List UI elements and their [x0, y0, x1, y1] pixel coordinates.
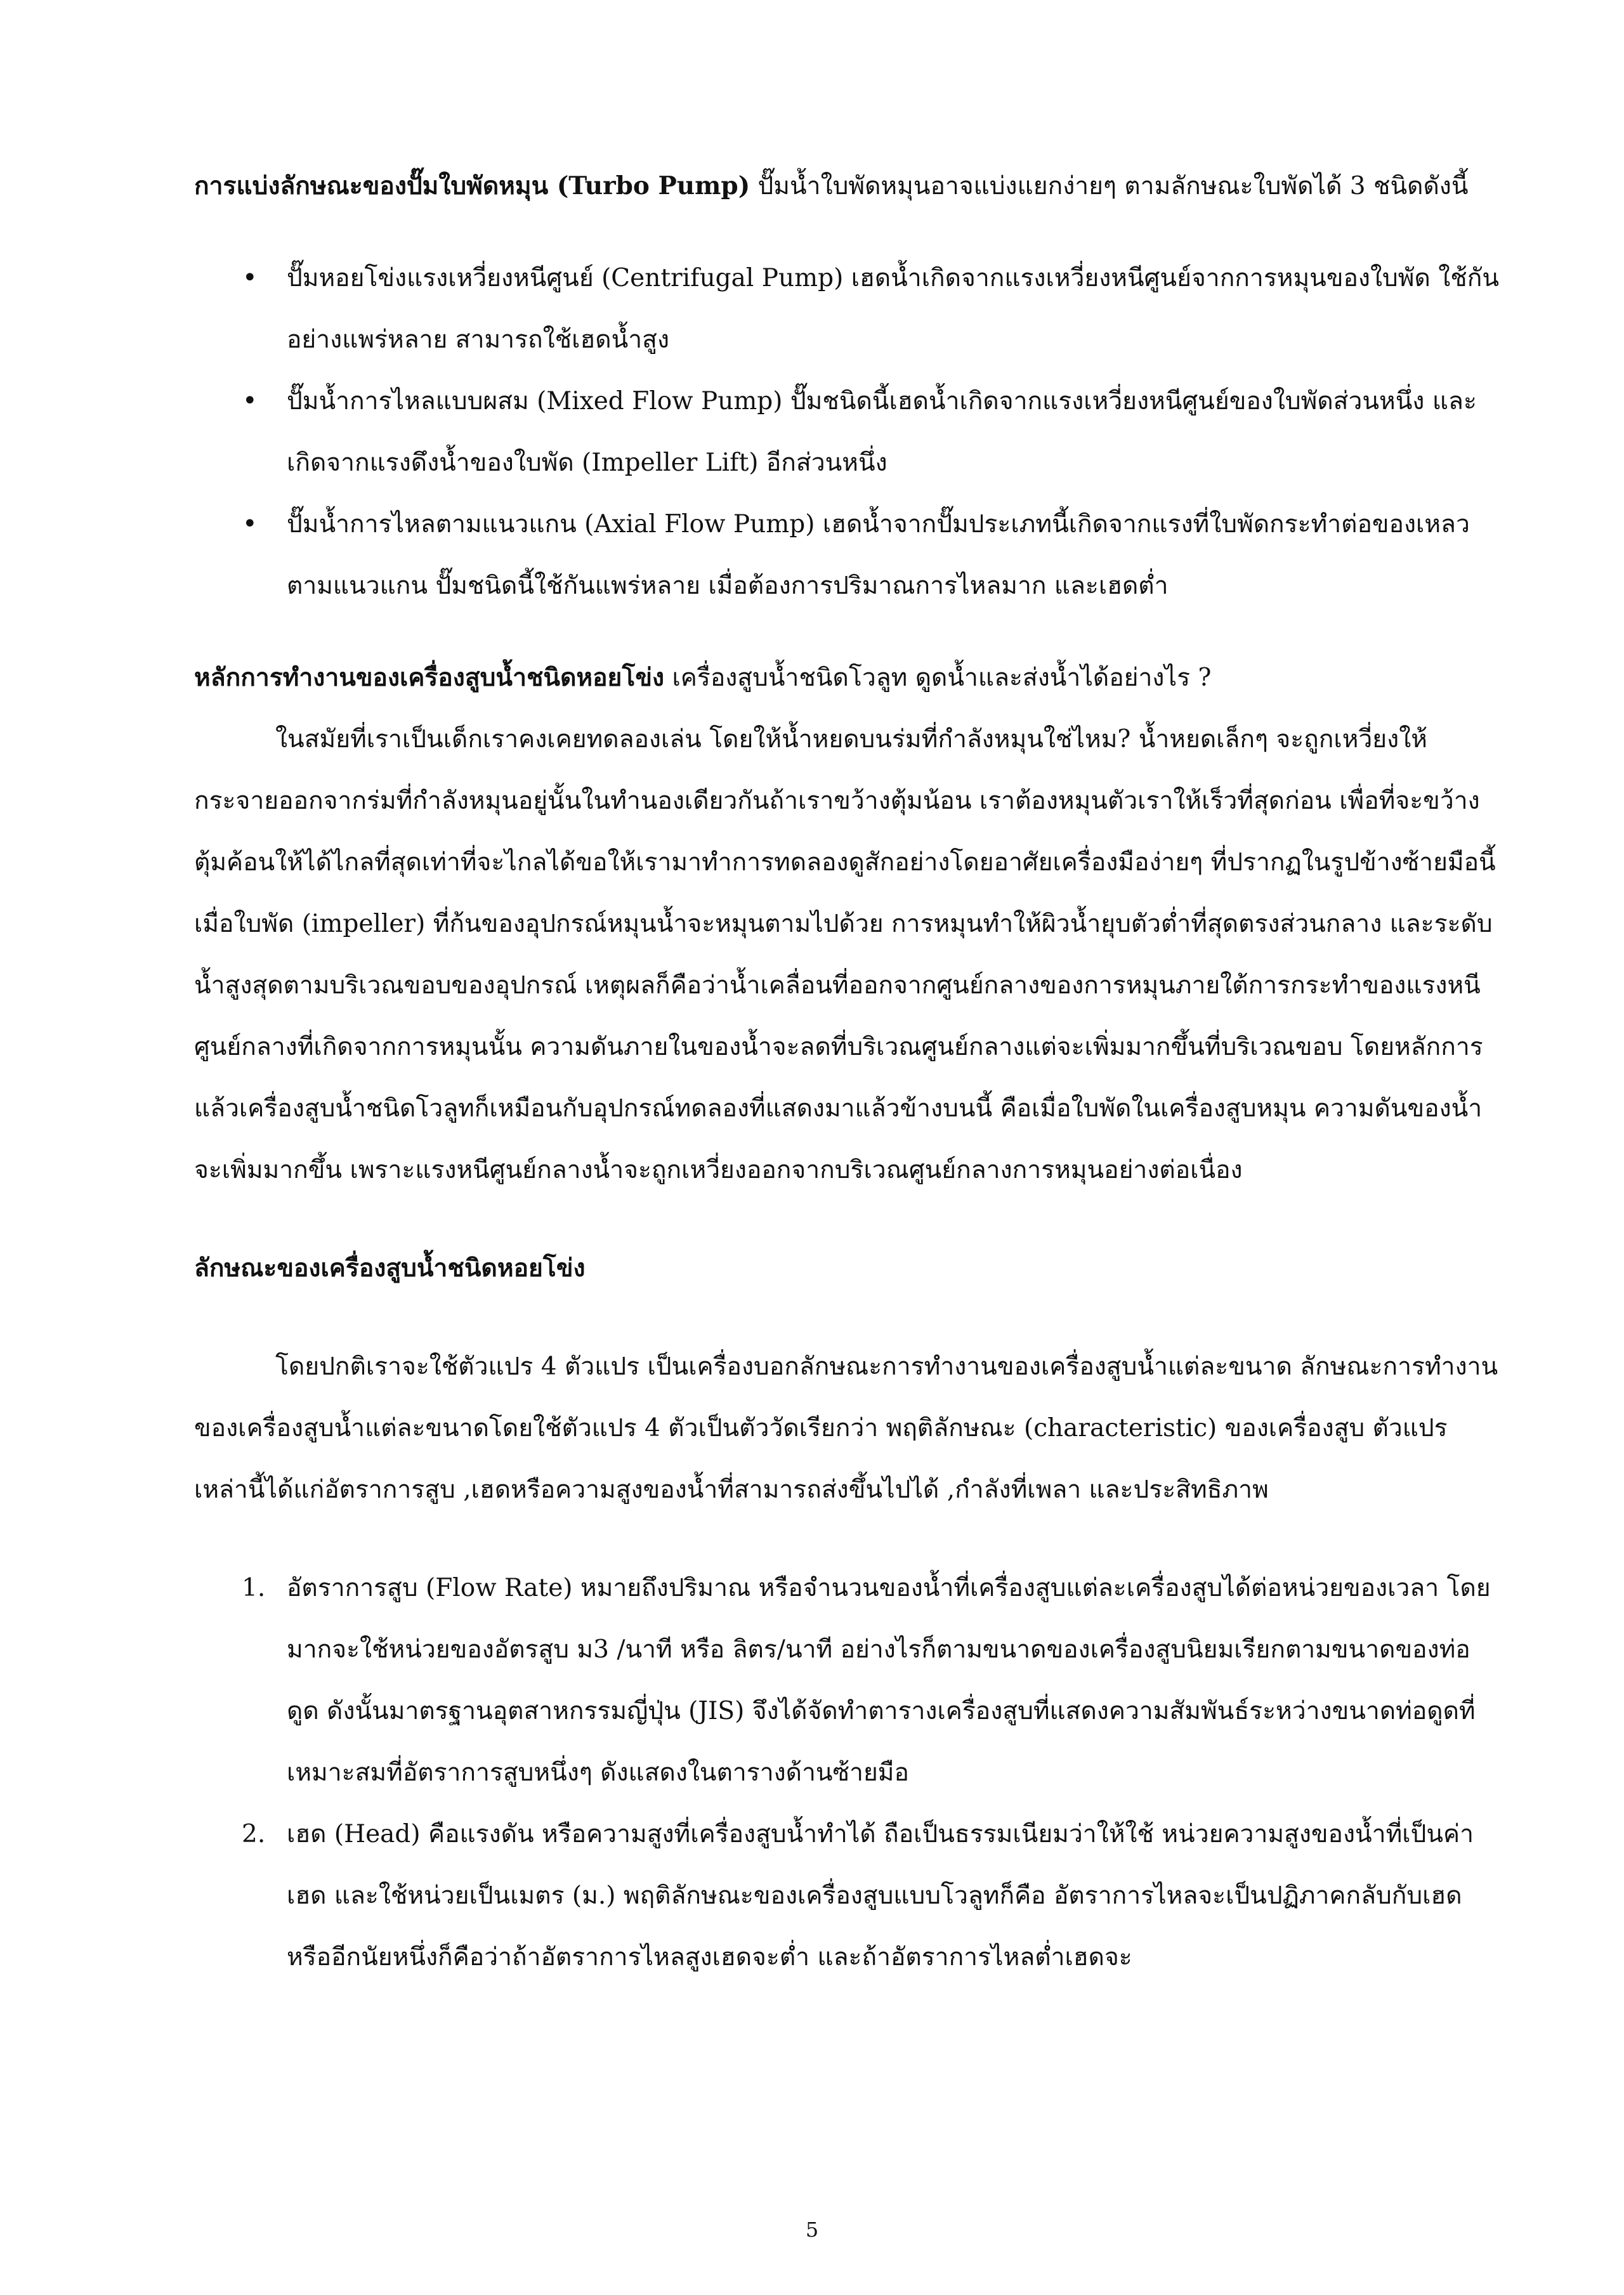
list-item	[194, 247, 1501, 370]
list-item	[194, 1803, 1501, 1988]
page-number: 5	[805, 2218, 819, 2242]
list-item-text: เฮด (Head) คือแรงดัน หรือความสูงที่เครื่องสูบน้ำทำได้ ถือเป็นธรรมเนียมว่าให้ใช้ หน่วยความสูงของน้ำที่เป็นค่าเฮด และใช้หน่วยเป็นเมตร (ม.) พฤติลักษณะของเครื่องสูบแบบโวลูทก็คือ อัตราการไหลจะเป็นปฏิภาคกลับกับเฮด หรืออีกนัยหนึ่งก็คือว่าถ้าอัตราการไหลสูงเฮดจะต่ำ และถ้าอัตราการไหลต่ำเฮดจะ	[287, 1820, 1474, 1971]
section3-paragraph: โดยปกติเราจะใช้ตัวแปร 4 ตัวแปร เป็นเครื่องบอกลักษณะการทำงานของเครื่องสูบน้ำแต่ละขนาด ลักษณะการทำงานของเครื่องสูบน้ำแต่ละขนาดโดยใช้ตัวแปร 4 ตัวเป็นตัววัดเรียกว่า พฤติลักษณะ (characteristic) ของเครื่องสูบ ตัวแปรเหล่านี้ได้แก่อัตราการสูบ ,เฮดหรือความสูงของน้ำที่สามารถส่งขึ้นไปได้ ,กำลังที่เพลา และประสิทธิภาพ	[194, 1352, 1498, 1504]
pump-types-list	[194, 247, 1501, 617]
section2-heading-line	[194, 647, 1501, 709]
section1-heading: การแบ่งลักษณะของปั๊มใบพัดหมุน (Turbo Pump)	[194, 171, 750, 200]
list-item	[194, 1557, 1501, 1803]
spacer	[194, 617, 1501, 647]
section2-paragraph: ในสมัยที่เราเป็นเด็กเราคงเคยทดลองเล่น โดยให้น้ำหยดบนร่มที่กำลังหมุนใช่ไหม? น้ำหยดเล็กๆ จะถูกเหวี่ยงให้กระจายออกจากร่มที่กำลังหมุนอยู่นั้นในทำนองเดียวกันถ้าเราขว้างตุ้มน้อน เราต้องหมุนตัวเราให้เร็วที่สุดก่อน เพื่อที่จะขว้างตุ้มค้อนให้ได้ไกลที่สุดเท่าที่จะไกลได้ขอให้เรามาทำการทดลองดูสักอย่างโดยอาศัยเครื่องมือง่ายๆ ที่ปรากฏในรูปข้างซ้ายมือนี้ เมื่อใบพัด (impeller) ที่ก้นของอุปกรณ์หมุนน้ำจะหมุนตามไปด้วย การหมุนทำให้ผิวน้ำยุบตัวต่ำที่สุดตรงส่วนกลาง และระดับน้ำสูงสุดตามบริเวณขอบของอุปกรณ์ เหตุผลก็คือว่าน้ำเคลื่อนที่ออกจากศูนย์กลางของการหมุนภายใต้การกระทำของแรงหนีศูนย์กลางที่เกิดจากการหมุนนั้น ความดันภายในของน้ำจะลดที่บริเวณศูนย์กลางแต่จะเพิ่มมากขึ้นที่บริเวณขอบ โดยหลักการแล้วเครื่องสูบน้ำชนิดโวลูทก็เหมือนกับอุปกรณ์ทดลองที่แสดงมาแล้วข้างบนนี้ คือเมื่อใบพัดในเครื่องสูบหมุน ความดันของน้ำจะเพิ่มมากขึ้น เพราะแรงหนีศูนย์กลางน้ำจะถูกเหวี่ยงออกจากบริเวณศูนย์กลางการหมุนอย่างต่อเนื่อง	[194, 725, 1496, 1184]
list-item	[194, 370, 1501, 494]
spacer	[194, 1520, 1501, 1557]
bullet-icon: •	[242, 509, 258, 539]
bullet-icon: •	[242, 263, 258, 292]
list-number: 1.	[242, 1574, 266, 1602]
list-item	[194, 494, 1501, 617]
section1-text: ปั๊มน้ำใบพัดหมุนอาจแบ่งแยกง่ายๆ ตามลักษณะใบพัดได้ 3 ชนิดดังนี้	[750, 172, 1469, 200]
section2-heading: หลักการทำงานของเครื่องสูบน้ำชนิดหอยโข่ง	[194, 663, 665, 692]
list-item-text: ปั๊มน้ำการไหลตามแนวแกน (Axial Flow Pump) เฮดน้ำจากปั๊มประเภทนี้เกิดจากแรงที่ใบพัดกระทำต่อของเหลวตามแนวแกน ปั๊มชนิดนี้ใช้กันแพร่หลาย เมื่อต้องการปริมาณการไหลมาก และเฮดต่ำ	[287, 510, 1470, 600]
characteristics-list	[194, 1557, 1501, 1988]
list-number: 2.	[242, 1820, 266, 1848]
list-item-text: ปั๊มน้ำการไหลแบบผสม (Mixed Flow Pump) ปั๊มชนิดนี้เฮดน้ำเกิดจากแรงเหวี่ยงหนีศูนย์ของใบพัดส่วนหนึ่ง และเกิดจากแรงดึงน้ำของใบพัด (Impeller Lift) อีกส่วนหนึ่ง	[287, 387, 1477, 477]
page-content	[194, 155, 1501, 1988]
section2-question: เครื่องสูบน้ำชนิดโวลูท ดูดน้ำและส่งน้ำได้อย่างไร ?	[664, 664, 1212, 692]
spacer	[194, 1201, 1501, 1238]
section3-heading: ลักษณะของเครื่องสูบน้ำชนิดหอยโข่ง	[194, 1253, 586, 1283]
spacer	[194, 217, 1501, 247]
list-item-text: อัตราการสูบ (Flow Rate) หมายถึงปริมาณ หรือจำนวนของน้ำที่เครื่องสูบแต่ละเครื่องสูบได้ต่อหน่วยของเวลา โดยมากจะใช้หน่วยของอัตรสูบ ม3 /นาที หรือ ลิตร/นาที อย่างไรก็ตามขนาดของเครื่องสูบนิยมเรียกตามขนาดของท่อดูด ดังนั้นมาตรฐานอุตสาหกรรมญี่ปุ่น (JIS) จึงได้จัดทำตารางเครื่องสูบที่แสดงความสัมพันธ์ระหว่างขนาดท่อดูดที่เหมาะสมที่อัตราการสูบหนึ่งๆ ดังแสดงในตารางด้านซ้ายมือ	[287, 1574, 1491, 1787]
spacer	[194, 1299, 1501, 1336]
list-item-text: ปั๊มหอยโข่งแรงเหวี่ยงหนีศูนย์ (Centrifugal Pump) เฮดน้ำเกิดจากแรงเหวี่ยงหนีศูนย์จากการหมุนของใบพัด ใช้กันอย่างแพร่หลาย สามารถใช้เฮดน้ำสูง	[287, 264, 1499, 354]
bullet-icon: •	[242, 386, 258, 415]
section1-paragraph	[194, 155, 1501, 217]
